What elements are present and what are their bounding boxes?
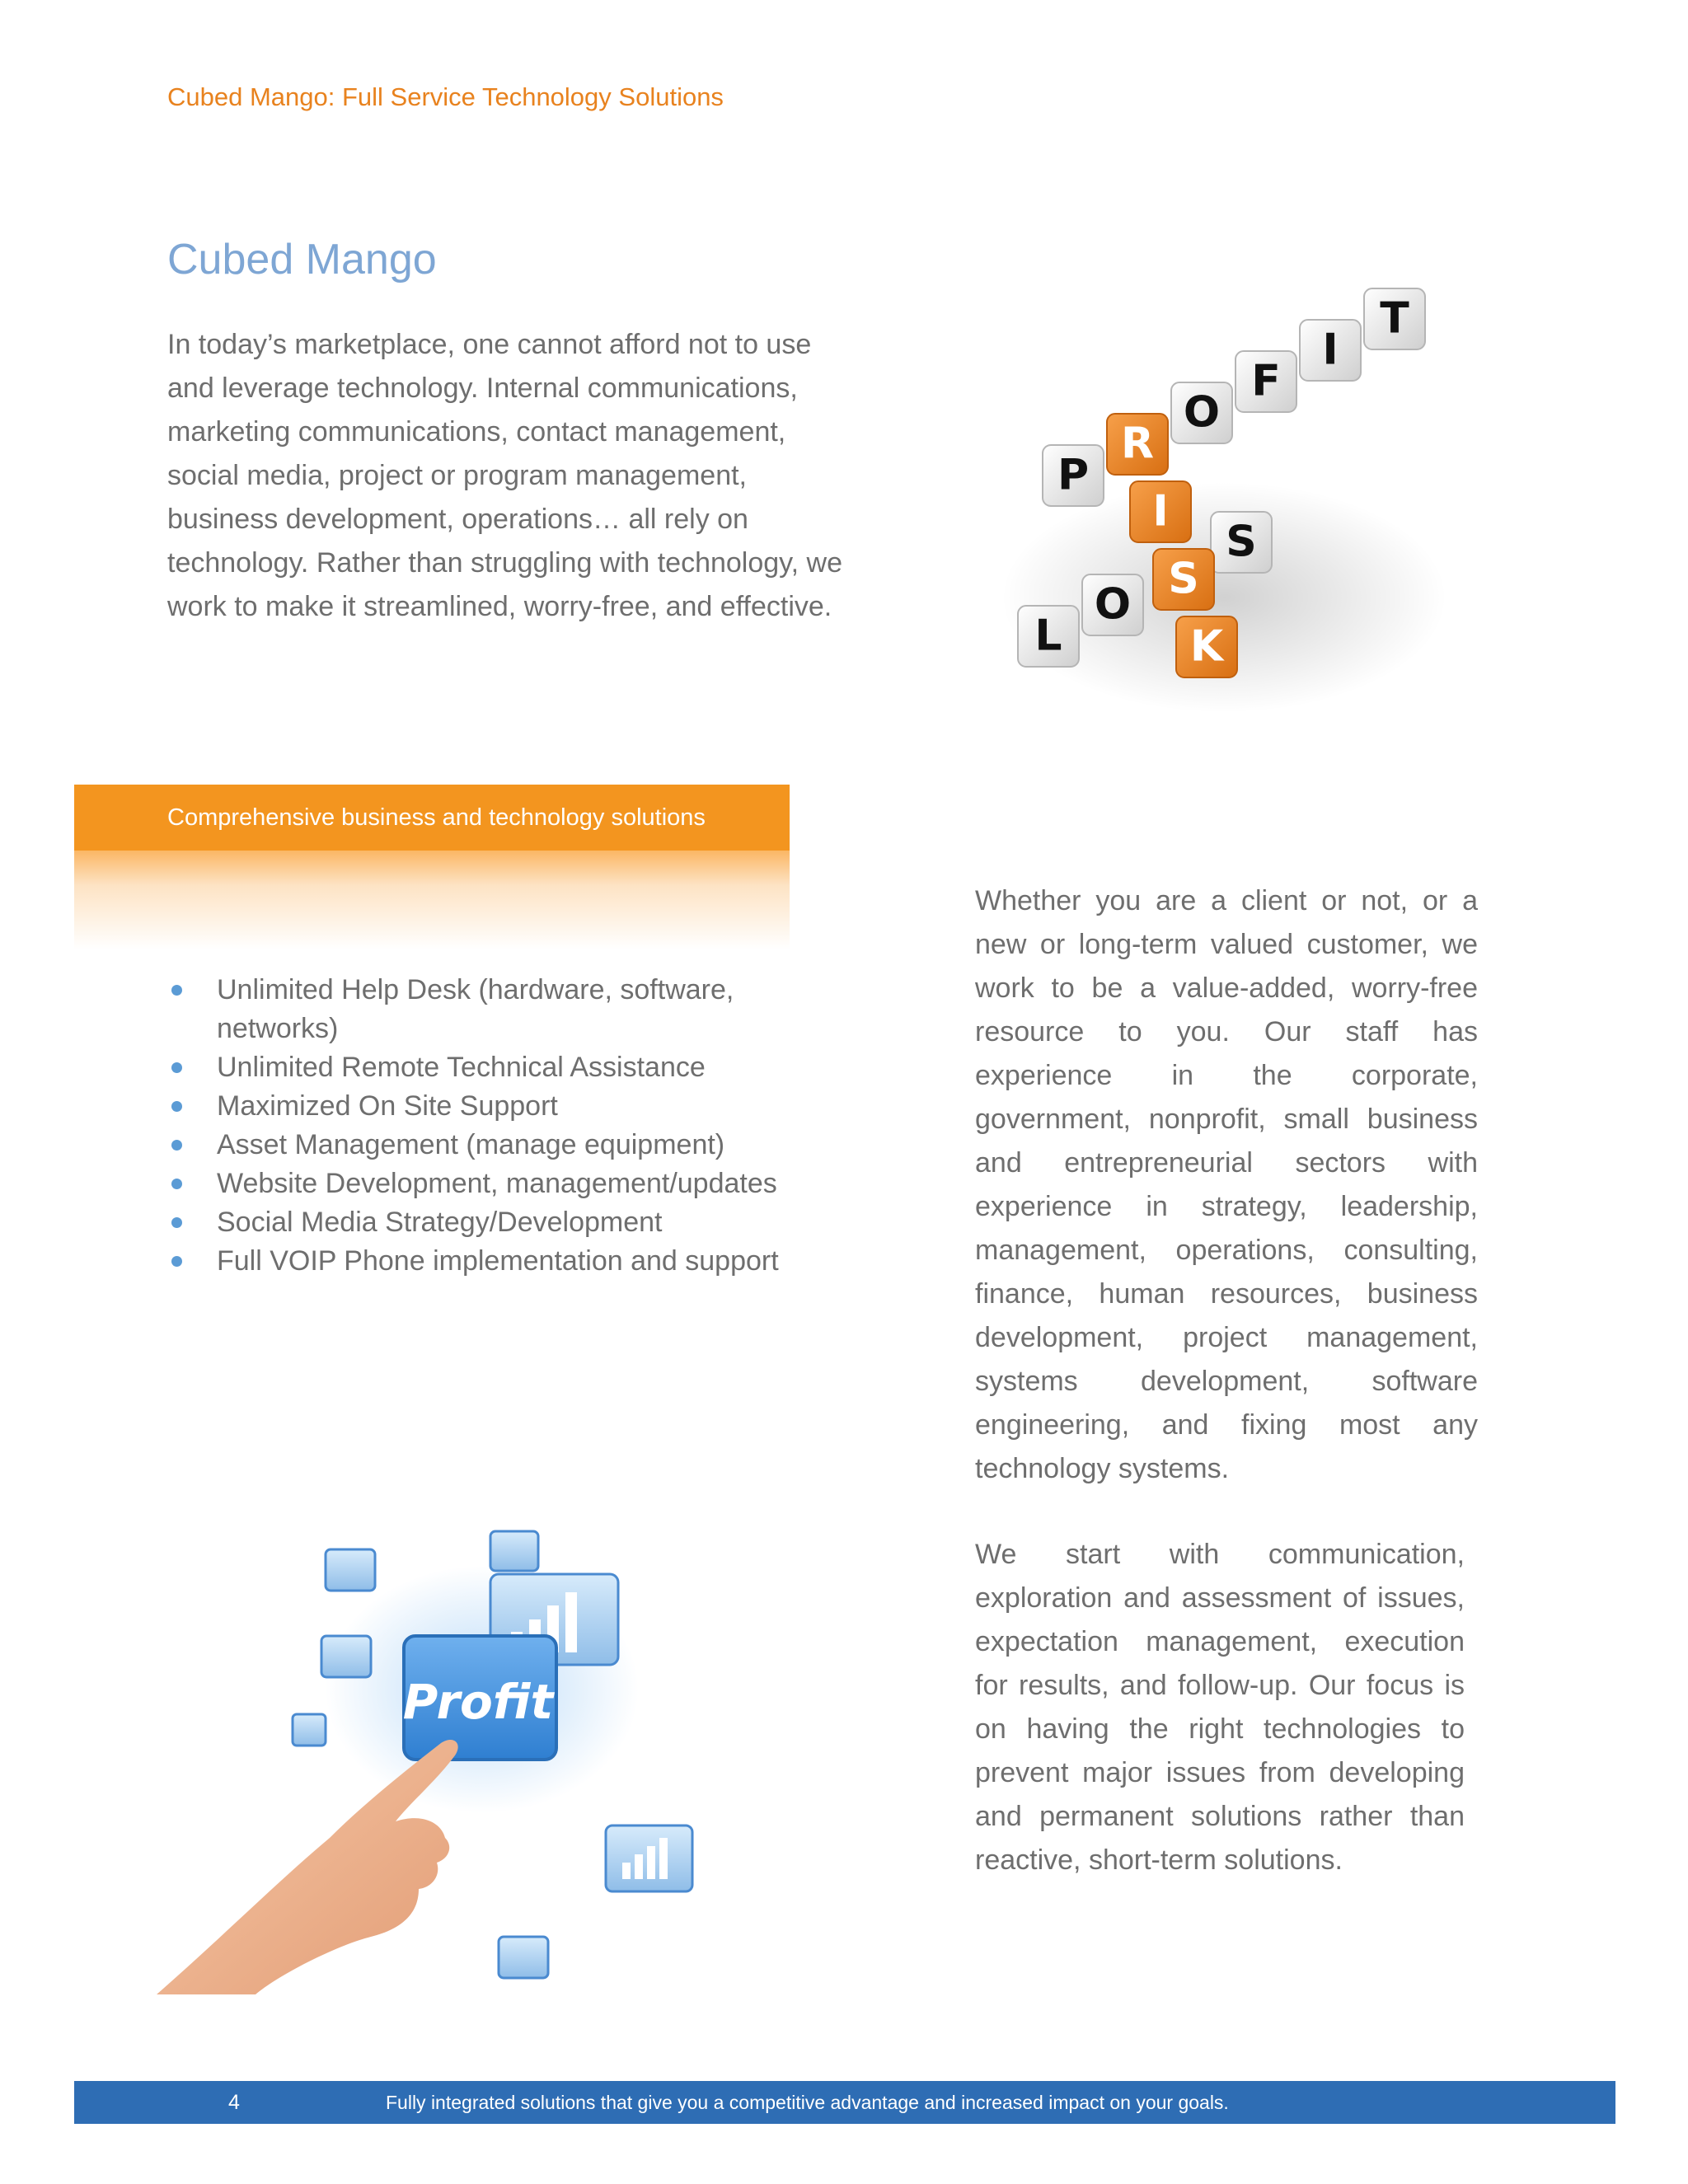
svg-text:L: L [1034, 611, 1062, 661]
services-list [167, 971, 794, 1281]
letter-cube [1107, 414, 1168, 475]
letter-cube [1018, 606, 1079, 667]
letter-cube [1130, 481, 1191, 542]
letter-cube [1211, 512, 1272, 573]
hand-profit-image [157, 1525, 816, 1994]
svg-text:F: F [1251, 356, 1281, 406]
list-item: Asset Management (manage equipment) [167, 1126, 794, 1165]
svg-text:S: S [1226, 517, 1257, 567]
banner [74, 785, 790, 949]
svg-text:O: O [1094, 579, 1132, 630]
svg-text:I: I [1322, 325, 1339, 375]
svg-text:I: I [1152, 486, 1169, 537]
svg-text:T: T [1380, 293, 1409, 344]
profit-risk-loss-cubes-image [977, 251, 1463, 729]
section-title: Cubed Mango [167, 236, 437, 284]
letter-cube [1300, 320, 1361, 381]
letter-cube [1364, 288, 1425, 349]
letter-cube [1082, 574, 1143, 635]
letter-cube [1153, 549, 1214, 610]
page-number: 4 [228, 2091, 240, 2114]
letter-cube [1176, 616, 1237, 677]
running-head: Cubed Mango: Full Service Technology Solutions [167, 82, 724, 111]
right-column [975, 879, 1478, 1882]
svg-text:K: K [1189, 621, 1224, 672]
body-paragraph: We start with communication, exploration and assessment of issues, expectation management, execution for results, and follow-up. Our focus is on having the right technologies to prevent major issues from developing and permanent solutions rather than reactive, short-term solutions. [975, 1539, 1465, 1876]
footer-bar [74, 2081, 1615, 2124]
svg-text:S: S [1168, 554, 1199, 604]
profit-button-label: Profit [402, 1674, 554, 1730]
list-item: Unlimited Remote Technical Assistance [167, 1048, 794, 1087]
letter-cube [1236, 351, 1296, 412]
svg-text:P: P [1057, 450, 1090, 500]
svg-text:O: O [1183, 387, 1221, 438]
letter-cube [1043, 445, 1104, 506]
letter-cube [1171, 382, 1232, 443]
body-paragraph: Whether you are a client or not, or a new or long-term valued customer, we work to be a value-added, worry-free resource to you. Our staff has experience in the corporate, government, nonprofit, small business and entrepreneurial sectors with experience in strategy, leadership, management, operations, consulting, finance, human resources, business development, project management, systems development, software engineering, and fixing most any technology systems. [975, 885, 1478, 1484]
footer-tagline: Fully integrated solutions that give you a competitive advantage and increased impact on your goals. [386, 2092, 1229, 2113]
list-item: Full VOIP Phone implementation and support [167, 1242, 794, 1281]
banner-bar [74, 785, 790, 851]
intro-paragraph: In today’s marketplace, one cannot afford not to use and leverage technology. Internal communications, marketing communications, contact management, social media, project or program management, business development, operations… all rely on technology. Rather than struggling with technology, we work to make it streamlined, worry-free, and effective. [167, 329, 843, 622]
banner-gradient [74, 851, 790, 949]
list-item: Website Development, management/updates [167, 1165, 794, 1203]
list-item: Social Media Strategy/Development [167, 1203, 794, 1242]
svg-text:R: R [1120, 419, 1155, 469]
list-item: Unlimited Help Desk (hardware, software, networks) [167, 971, 794, 1048]
banner-text: Comprehensive business and technology solutions [167, 804, 706, 831]
list-item: Maximized On Site Support [167, 1087, 794, 1126]
